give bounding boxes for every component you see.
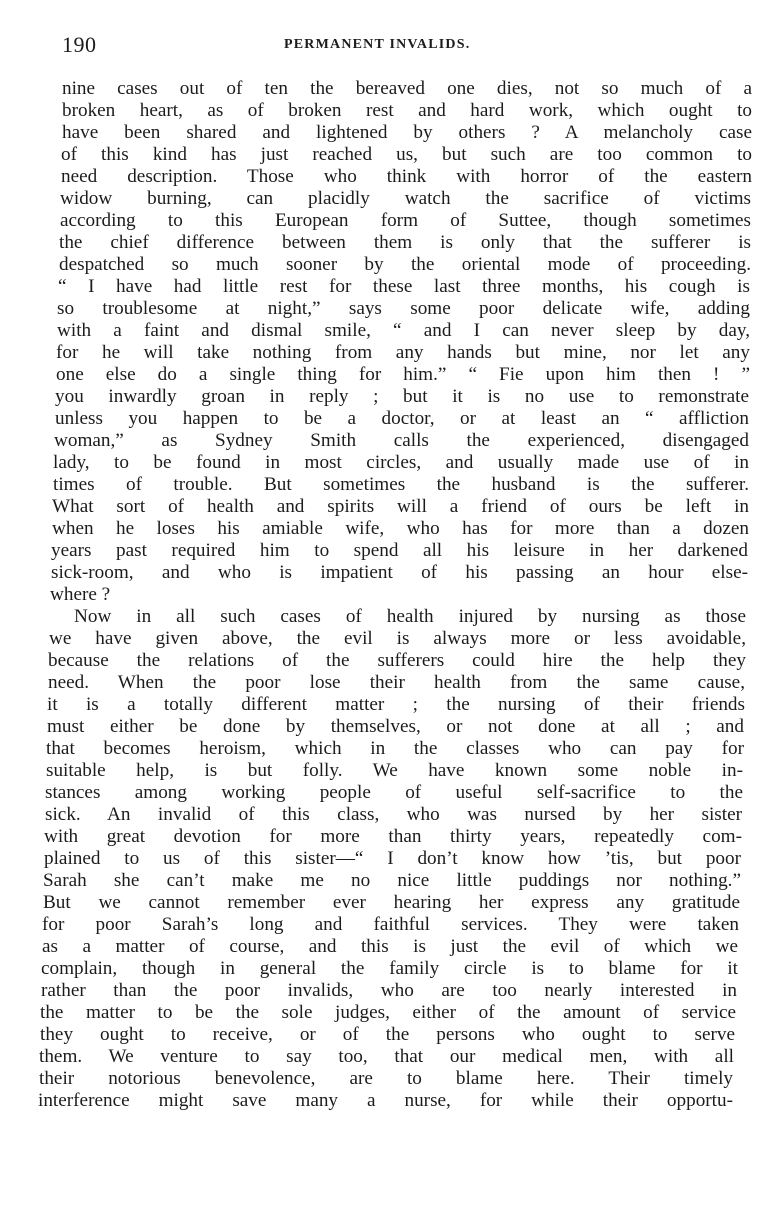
- text-line: sick-room, and who is impatient of his passing an hour else-: [51, 562, 748, 583]
- text-line: of this kind has just reached us, but such are too common to: [61, 144, 752, 165]
- text-line: when he loses his amiable wife, who has for more than a dozen: [52, 518, 749, 539]
- text-line: according to this European form of Suttee, though sometimes: [60, 210, 751, 231]
- text-line: we have given above, the evil is always more or less avoidable,: [49, 628, 746, 649]
- text-line: lady, to be found in most circles, and usually made use of in: [53, 452, 749, 473]
- text-line: they ought to receive, or of the persons who ought to serve: [40, 1024, 735, 1045]
- text-line: “ I have had little rest for these last three months, his cough is: [58, 276, 750, 297]
- text-line: the matter to be the sole judges, either of the amount of service: [40, 1002, 736, 1023]
- text-line: complain, though in general the family circle is to blame for it: [41, 958, 738, 979]
- page-number: 190: [62, 32, 97, 57]
- text-line: stances among working people of useful self-sacrifice to the: [45, 782, 743, 803]
- text-line: need description. Those who think with horror of the eastern: [61, 166, 752, 187]
- text-line: widow burning, can placidly watch the sacrifice of victims: [60, 188, 751, 209]
- text-line: for he will take nothing from any hands but mine, nor let any: [56, 342, 750, 363]
- text-line: that becomes heroism, which in the classes who can pay for: [46, 738, 744, 759]
- text-line: years past required him to spend all his leisure in her darkened: [51, 540, 748, 561]
- text-line: so troublesome at night,” says some poor delicate wife, adding: [57, 298, 750, 319]
- text-line: must either be done by themselves, or not done at all ; and: [47, 716, 744, 737]
- text-line: with great devotion for more than thirty years, repeatedly com-: [44, 826, 742, 847]
- running-title: PERMANENT INVALIDS.: [284, 37, 471, 52]
- text-line: with a faint and dismal smile, “ and I can never sleep by day,: [57, 320, 750, 341]
- text-line: suitable help, is but folly. We have known some noble in-: [46, 760, 743, 781]
- text-line: unless you happen to be a doctor, or at least an “ affliction: [55, 408, 749, 429]
- text-line: need. When the poor lose their health from the same cause,: [48, 672, 745, 693]
- text-line: sick. An invalid of this class, who was nursed by her sister: [45, 804, 742, 825]
- text-line: But we cannot remember ever hearing her express any gratitude: [43, 892, 740, 913]
- page-header: [62, 32, 752, 60]
- text-line: Sarah she can’t make me no nice little puddings nor nothing.”: [43, 870, 741, 891]
- text-line: plained to us of this sister—“ I don’t know how ’tis, but poor: [44, 848, 741, 869]
- text-line: woman,” as Sydney Smith calls the experienced, disengaged: [54, 430, 749, 451]
- text-line: because the relations of the sufferers could hire the help they: [48, 650, 746, 671]
- text-line: broken heart, as of broken rest and hard work, which ought to: [62, 100, 752, 121]
- text-line: What sort of health and spirits will a friend of ours be left in: [52, 496, 749, 517]
- text-line: it is a totally different matter ; the nursing of their friends: [47, 694, 745, 715]
- text-line: despatched so much sooner by the oriental mode of proceeding.: [59, 254, 751, 275]
- text-line: times of trouble. But sometimes the husband is the sufferer.: [53, 474, 749, 495]
- text-line: as a matter of course, and this is just the evil of which we: [42, 936, 738, 957]
- text-line: one else do a single thing for him.” “ Fie upon him then ! ”: [56, 364, 750, 385]
- text-line: rather than the poor invalids, who are too nearly interested in: [41, 980, 737, 1001]
- text-line: you inwardly groan in reply ; but it is no use to remonstrate: [55, 386, 749, 407]
- text-line: nine cases out of ten the bereaved one dies, not so much of a: [62, 78, 752, 99]
- text-line: for poor Sarah’s long and faithful services. They were taken: [42, 914, 739, 935]
- text-line: their notorious benevolence, are to blame here. Their timely: [39, 1068, 733, 1089]
- text-line: them. We venture to say too, that our medical men, with all: [39, 1046, 734, 1067]
- text-line: interference might save many a nurse, for while their opportu-: [38, 1090, 733, 1111]
- text-line: Now in all such cases of health injured by nursing as those: [74, 606, 746, 627]
- text-line: the chief difference between them is only that the sufferer is: [59, 232, 751, 253]
- text-line: where ?: [50, 584, 111, 605]
- text-line: have been shared and lightened by others ? A melancholy case: [62, 122, 752, 143]
